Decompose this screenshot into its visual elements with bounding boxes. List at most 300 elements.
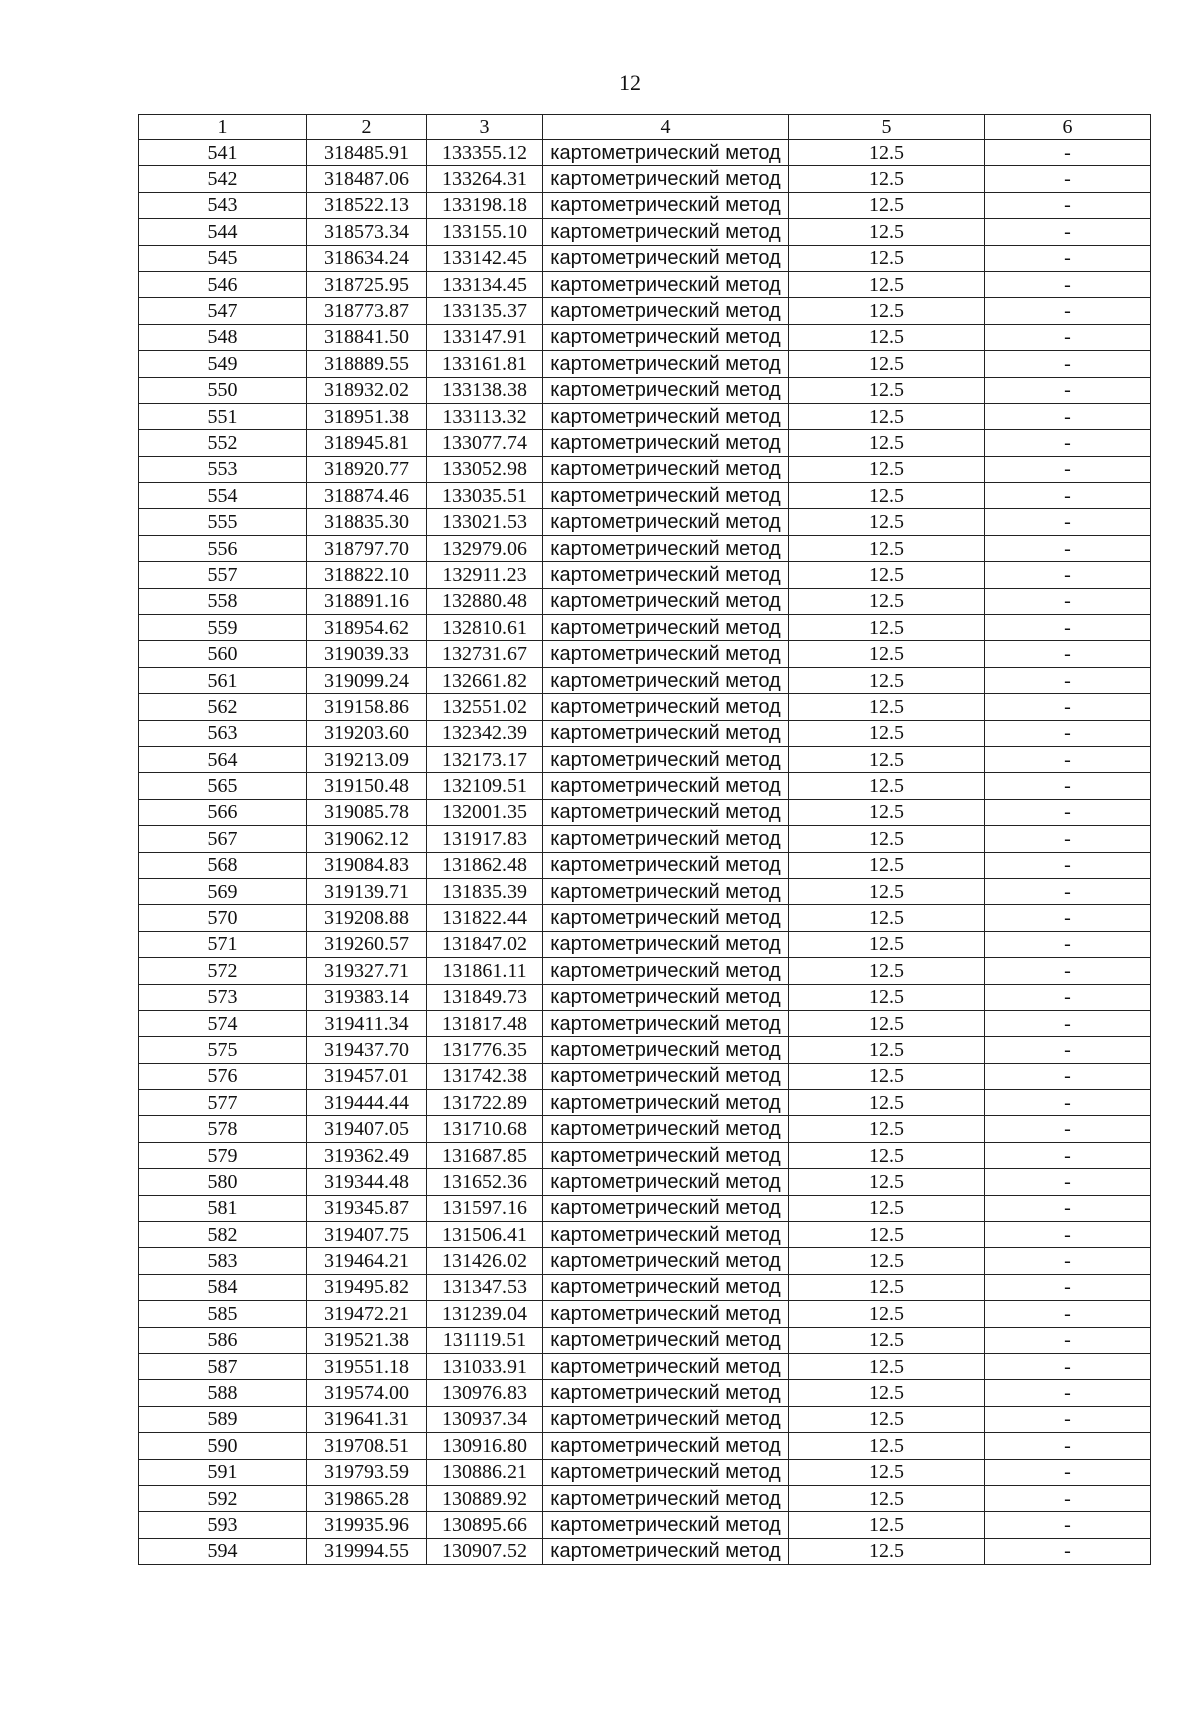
cell-accuracy: 12.5	[789, 1485, 985, 1511]
cell-note: -	[985, 298, 1151, 324]
cell-point-number: 561	[139, 667, 307, 693]
table-row	[139, 192, 1151, 218]
cell-point-number: 572	[139, 958, 307, 984]
cell-point-number: 582	[139, 1222, 307, 1248]
cell-method: картометрический метод	[543, 430, 789, 456]
table-row	[139, 694, 1151, 720]
cell-point-number: 552	[139, 430, 307, 456]
table-row	[139, 1433, 1151, 1459]
cell-accuracy: 12.5	[789, 878, 985, 904]
table-row	[139, 1485, 1151, 1511]
cell-coord-y: 131847.02	[427, 931, 543, 957]
cell-note: -	[985, 1327, 1151, 1353]
cell-point-number: 563	[139, 720, 307, 746]
cell-accuracy: 12.5	[789, 1433, 985, 1459]
cell-coord-x: 319708.51	[307, 1433, 427, 1459]
table-row	[139, 430, 1151, 456]
cell-point-number: 585	[139, 1301, 307, 1327]
table-body	[139, 140, 1151, 1565]
table-row	[139, 1512, 1151, 1538]
cell-method: картометрический метод	[543, 1010, 789, 1036]
cell-note: -	[985, 1459, 1151, 1485]
cell-note: -	[985, 271, 1151, 297]
cell-accuracy: 12.5	[789, 562, 985, 588]
cell-note: -	[985, 1142, 1151, 1168]
cell-accuracy: 12.5	[789, 1195, 985, 1221]
table-row	[139, 1248, 1151, 1274]
cell-point-number: 556	[139, 535, 307, 561]
cell-accuracy: 12.5	[789, 667, 985, 693]
cell-note: -	[985, 826, 1151, 852]
cell-coord-x: 319139.71	[307, 878, 427, 904]
cell-coord-y: 132661.82	[427, 667, 543, 693]
cell-coord-x: 319457.01	[307, 1063, 427, 1089]
cell-coord-y: 131687.85	[427, 1142, 543, 1168]
cell-method: картометрический метод	[543, 1090, 789, 1116]
cell-method: картометрический метод	[543, 1142, 789, 1168]
cell-note: -	[985, 1433, 1151, 1459]
cell-method: картометрический метод	[543, 1274, 789, 1300]
cell-accuracy: 12.5	[789, 1142, 985, 1168]
cell-method: картометрический метод	[543, 1327, 789, 1353]
cell-method: картометрический метод	[543, 192, 789, 218]
cell-method: картометрический метод	[543, 1512, 789, 1538]
cell-note: -	[985, 1353, 1151, 1379]
cell-accuracy: 12.5	[789, 1248, 985, 1274]
cell-coord-x: 318891.16	[307, 588, 427, 614]
cell-accuracy: 12.5	[789, 905, 985, 931]
table-row	[139, 826, 1151, 852]
cell-coord-x: 318932.02	[307, 377, 427, 403]
cell-method: картометрический метод	[543, 588, 789, 614]
cell-coord-y: 131862.48	[427, 852, 543, 878]
cell-method: картометрический метод	[543, 483, 789, 509]
cell-note: -	[985, 324, 1151, 350]
cell-note: -	[985, 1090, 1151, 1116]
cell-note: -	[985, 245, 1151, 271]
cell-coord-y: 133134.45	[427, 271, 543, 297]
cell-coord-y: 133147.91	[427, 324, 543, 350]
cell-method: картометрический метод	[543, 958, 789, 984]
cell-coord-x: 319437.70	[307, 1037, 427, 1063]
cell-point-number: 543	[139, 192, 307, 218]
cell-point-number: 547	[139, 298, 307, 324]
cell-point-number: 555	[139, 509, 307, 535]
table-row	[139, 773, 1151, 799]
table-row	[139, 931, 1151, 957]
cell-point-number: 550	[139, 377, 307, 403]
table-row	[139, 271, 1151, 297]
cell-point-number: 583	[139, 1248, 307, 1274]
cell-accuracy: 12.5	[789, 1274, 985, 1300]
cell-accuracy: 12.5	[789, 720, 985, 746]
cell-coord-y: 132173.17	[427, 746, 543, 772]
cell-note: -	[985, 1063, 1151, 1089]
table-row	[139, 1301, 1151, 1327]
table-row	[139, 245, 1151, 271]
table-row	[139, 1222, 1151, 1248]
table-row	[139, 588, 1151, 614]
cell-coord-y: 133077.74	[427, 430, 543, 456]
cell-note: -	[985, 430, 1151, 456]
cell-accuracy: 12.5	[789, 958, 985, 984]
table-row	[139, 799, 1151, 825]
cell-point-number: 573	[139, 984, 307, 1010]
cell-coord-x: 319935.96	[307, 1512, 427, 1538]
cell-method: картометрический метод	[543, 852, 789, 878]
cell-coord-y: 130937.34	[427, 1406, 543, 1432]
cell-method: картометрический метод	[543, 1406, 789, 1432]
table-header-row	[139, 115, 1151, 140]
cell-method: картометрический метод	[543, 667, 789, 693]
table-row	[139, 1195, 1151, 1221]
cell-method: картометрический метод	[543, 984, 789, 1010]
table-row	[139, 667, 1151, 693]
cell-coord-x: 318522.13	[307, 192, 427, 218]
table-row	[139, 1459, 1151, 1485]
cell-accuracy: 12.5	[789, 1116, 985, 1142]
cell-accuracy: 12.5	[789, 588, 985, 614]
cell-method: картометрический метод	[543, 1248, 789, 1274]
cell-accuracy: 12.5	[789, 746, 985, 772]
cell-coord-y: 132911.23	[427, 562, 543, 588]
cell-accuracy: 12.5	[789, 535, 985, 561]
cell-note: -	[985, 1222, 1151, 1248]
table-row	[139, 1116, 1151, 1142]
cell-accuracy: 12.5	[789, 826, 985, 852]
cell-method: картометрический метод	[543, 694, 789, 720]
cell-accuracy: 12.5	[789, 1222, 985, 1248]
cell-coord-y: 132109.51	[427, 773, 543, 799]
cell-coord-y: 133355.12	[427, 140, 543, 166]
cell-coord-x: 319099.24	[307, 667, 427, 693]
cell-note: -	[985, 1274, 1151, 1300]
table-row	[139, 166, 1151, 192]
cell-accuracy: 12.5	[789, 1037, 985, 1063]
cell-coord-y: 131347.53	[427, 1274, 543, 1300]
cell-method: картометрический метод	[543, 773, 789, 799]
table-row	[139, 1538, 1151, 1564]
cell-coord-y: 131426.02	[427, 1248, 543, 1274]
cell-accuracy: 12.5	[789, 773, 985, 799]
cell-accuracy: 12.5	[789, 1538, 985, 1564]
cell-method: картометрический метод	[543, 1459, 789, 1485]
cell-method: картометрический метод	[543, 1195, 789, 1221]
table-row	[139, 1274, 1151, 1300]
cell-coord-x: 319327.71	[307, 958, 427, 984]
cell-method: картометрический метод	[543, 826, 789, 852]
cell-coord-y: 131917.83	[427, 826, 543, 852]
cell-point-number: 571	[139, 931, 307, 957]
cell-accuracy: 12.5	[789, 298, 985, 324]
cell-coord-y: 133113.32	[427, 403, 543, 429]
cell-point-number: 562	[139, 694, 307, 720]
cell-coord-y: 132880.48	[427, 588, 543, 614]
cell-note: -	[985, 1037, 1151, 1063]
cell-note: -	[985, 377, 1151, 403]
cell-note: -	[985, 535, 1151, 561]
cell-accuracy: 12.5	[789, 219, 985, 245]
table-row	[139, 1353, 1151, 1379]
cell-note: -	[985, 694, 1151, 720]
cell-point-number: 567	[139, 826, 307, 852]
cell-coord-x: 318951.38	[307, 403, 427, 429]
cell-note: -	[985, 958, 1151, 984]
cell-note: -	[985, 667, 1151, 693]
cell-coord-y: 130889.92	[427, 1485, 543, 1511]
cell-coord-y: 131817.48	[427, 1010, 543, 1036]
cell-coord-y: 133138.38	[427, 377, 543, 403]
cell-coord-x: 319521.38	[307, 1327, 427, 1353]
cell-accuracy: 12.5	[789, 641, 985, 667]
cell-coord-x: 319084.83	[307, 852, 427, 878]
cell-note: -	[985, 773, 1151, 799]
cell-coord-x: 319551.18	[307, 1353, 427, 1379]
cell-note: -	[985, 562, 1151, 588]
cell-note: -	[985, 1248, 1151, 1274]
table-row	[139, 483, 1151, 509]
table-row	[139, 219, 1151, 245]
cell-method: картометрический метод	[543, 324, 789, 350]
cell-accuracy: 12.5	[789, 192, 985, 218]
cell-coord-x: 319464.21	[307, 1248, 427, 1274]
cell-method: картометрический метод	[543, 351, 789, 377]
cell-coord-x: 319345.87	[307, 1195, 427, 1221]
cell-point-number: 553	[139, 456, 307, 482]
cell-point-number: 545	[139, 245, 307, 271]
cell-coord-y: 130976.83	[427, 1380, 543, 1406]
cell-coord-y: 131776.35	[427, 1037, 543, 1063]
cell-coord-x: 319793.59	[307, 1459, 427, 1485]
cell-coord-x: 319150.48	[307, 773, 427, 799]
cell-method: картометрический метод	[543, 1169, 789, 1195]
cell-note: -	[985, 509, 1151, 535]
cell-note: -	[985, 746, 1151, 772]
table-row	[139, 324, 1151, 350]
cell-coord-y: 131239.04	[427, 1301, 543, 1327]
cell-coord-x: 319208.88	[307, 905, 427, 931]
cell-accuracy: 12.5	[789, 509, 985, 535]
cell-note: -	[985, 166, 1151, 192]
cell-point-number: 590	[139, 1433, 307, 1459]
cell-method: картометрический метод	[543, 271, 789, 297]
table-row	[139, 720, 1151, 746]
cell-method: картометрический метод	[543, 746, 789, 772]
cell-note: -	[985, 403, 1151, 429]
cell-method: картометрический метод	[543, 931, 789, 957]
cell-coord-y: 131742.38	[427, 1063, 543, 1089]
cell-note: -	[985, 1485, 1151, 1511]
header-col-1: 1	[139, 115, 307, 140]
coordinates-table	[138, 114, 1151, 1565]
cell-point-number: 554	[139, 483, 307, 509]
cell-note: -	[985, 1195, 1151, 1221]
cell-note: -	[985, 456, 1151, 482]
cell-coord-y: 133264.31	[427, 166, 543, 192]
cell-note: -	[985, 1512, 1151, 1538]
cell-accuracy: 12.5	[789, 1327, 985, 1353]
cell-coord-y: 130907.52	[427, 1538, 543, 1564]
table-row	[139, 905, 1151, 931]
cell-coord-y: 131506.41	[427, 1222, 543, 1248]
cell-coord-x: 318573.34	[307, 219, 427, 245]
cell-point-number: 560	[139, 641, 307, 667]
table-row	[139, 509, 1151, 535]
cell-coord-y: 133142.45	[427, 245, 543, 271]
cell-point-number: 587	[139, 1353, 307, 1379]
cell-coord-x: 319213.09	[307, 746, 427, 772]
cell-note: -	[985, 1169, 1151, 1195]
cell-coord-x: 319203.60	[307, 720, 427, 746]
cell-point-number: 570	[139, 905, 307, 931]
cell-coord-x: 319641.31	[307, 1406, 427, 1432]
cell-note: -	[985, 1406, 1151, 1432]
cell-coord-y: 131849.73	[427, 984, 543, 1010]
cell-coord-y: 131822.44	[427, 905, 543, 931]
cell-point-number: 566	[139, 799, 307, 825]
cell-coord-x: 318485.91	[307, 140, 427, 166]
cell-point-number: 575	[139, 1037, 307, 1063]
cell-note: -	[985, 351, 1151, 377]
cell-point-number: 586	[139, 1327, 307, 1353]
cell-coord-y: 132979.06	[427, 535, 543, 561]
cell-method: картометрический метод	[543, 140, 789, 166]
cell-point-number: 568	[139, 852, 307, 878]
cell-coord-x: 318773.87	[307, 298, 427, 324]
cell-coord-x: 318487.06	[307, 166, 427, 192]
cell-method: картометрический метод	[543, 298, 789, 324]
table-row	[139, 1327, 1151, 1353]
cell-note: -	[985, 219, 1151, 245]
table-row	[139, 1090, 1151, 1116]
cell-note: -	[985, 588, 1151, 614]
cell-accuracy: 12.5	[789, 1169, 985, 1195]
cell-method: картометрический метод	[543, 377, 789, 403]
cell-accuracy: 12.5	[789, 1512, 985, 1538]
cell-method: картометрический метод	[543, 1380, 789, 1406]
table-row	[139, 958, 1151, 984]
cell-method: картометрический метод	[543, 245, 789, 271]
cell-point-number: 549	[139, 351, 307, 377]
table-row	[139, 1142, 1151, 1168]
cell-coord-x: 318835.30	[307, 509, 427, 535]
cell-note: -	[985, 1538, 1151, 1564]
cell-coord-x: 319260.57	[307, 931, 427, 957]
cell-method: картометрический метод	[543, 641, 789, 667]
table-row	[139, 1380, 1151, 1406]
cell-coord-x: 319472.21	[307, 1301, 427, 1327]
cell-method: картометрический метод	[543, 615, 789, 641]
cell-coord-x: 319574.00	[307, 1380, 427, 1406]
cell-coord-y: 133052.98	[427, 456, 543, 482]
cell-coord-x: 319865.28	[307, 1485, 427, 1511]
cell-note: -	[985, 931, 1151, 957]
cell-method: картометрический метод	[543, 799, 789, 825]
cell-point-number: 576	[139, 1063, 307, 1089]
cell-point-number: 581	[139, 1195, 307, 1221]
table-row	[139, 1010, 1151, 1036]
cell-coord-x: 318725.95	[307, 271, 427, 297]
cell-point-number: 546	[139, 271, 307, 297]
table-row	[139, 298, 1151, 324]
page-number: 12	[619, 70, 641, 95]
cell-coord-x: 319062.12	[307, 826, 427, 852]
cell-point-number: 565	[139, 773, 307, 799]
table-row	[139, 562, 1151, 588]
cell-method: картометрический метод	[543, 1116, 789, 1142]
cell-method: картометрический метод	[543, 1063, 789, 1089]
cell-coord-x: 318889.55	[307, 351, 427, 377]
cell-method: картометрический метод	[543, 878, 789, 904]
cell-coord-x: 318822.10	[307, 562, 427, 588]
table-row	[139, 1169, 1151, 1195]
cell-accuracy: 12.5	[789, 1090, 985, 1116]
header-col-2: 2	[307, 115, 427, 140]
table-row	[139, 377, 1151, 403]
cell-coord-x: 319411.34	[307, 1010, 427, 1036]
cell-note: -	[985, 984, 1151, 1010]
cell-method: картометрический метод	[543, 1433, 789, 1459]
cell-point-number: 557	[139, 562, 307, 588]
cell-accuracy: 12.5	[789, 245, 985, 271]
cell-accuracy: 12.5	[789, 377, 985, 403]
cell-accuracy: 12.5	[789, 1406, 985, 1432]
cell-accuracy: 12.5	[789, 1353, 985, 1379]
cell-coord-x: 319085.78	[307, 799, 427, 825]
cell-note: -	[985, 1301, 1151, 1327]
cell-note: -	[985, 1116, 1151, 1142]
cell-accuracy: 12.5	[789, 403, 985, 429]
cell-method: картометрический метод	[543, 1485, 789, 1511]
cell-coord-x: 319407.05	[307, 1116, 427, 1142]
cell-note: -	[985, 878, 1151, 904]
cell-coord-y: 133021.53	[427, 509, 543, 535]
cell-method: картометрический метод	[543, 1301, 789, 1327]
cell-coord-x: 319444.44	[307, 1090, 427, 1116]
cell-coord-x: 318634.24	[307, 245, 427, 271]
cell-point-number: 551	[139, 403, 307, 429]
cell-accuracy: 12.5	[789, 166, 985, 192]
cell-point-number: 558	[139, 588, 307, 614]
cell-coord-x: 318874.46	[307, 483, 427, 509]
table-row	[139, 878, 1151, 904]
cell-coord-x: 319407.75	[307, 1222, 427, 1248]
cell-method: картометрический метод	[543, 535, 789, 561]
cell-accuracy: 12.5	[789, 615, 985, 641]
cell-coord-y: 133035.51	[427, 483, 543, 509]
cell-point-number: 588	[139, 1380, 307, 1406]
table-row	[139, 351, 1151, 377]
cell-accuracy: 12.5	[789, 852, 985, 878]
cell-accuracy: 12.5	[789, 799, 985, 825]
table-row	[139, 535, 1151, 561]
cell-coord-y: 130895.66	[427, 1512, 543, 1538]
cell-point-number: 548	[139, 324, 307, 350]
cell-coord-y: 131652.36	[427, 1169, 543, 1195]
cell-coord-x: 318945.81	[307, 430, 427, 456]
cell-coord-x: 318954.62	[307, 615, 427, 641]
cell-point-number: 584	[139, 1274, 307, 1300]
cell-point-number: 591	[139, 1459, 307, 1485]
cell-point-number: 541	[139, 140, 307, 166]
table-row	[139, 1037, 1151, 1063]
cell-point-number: 592	[139, 1485, 307, 1511]
cell-coord-x: 319362.49	[307, 1142, 427, 1168]
cell-method: картометрический метод	[543, 166, 789, 192]
cell-accuracy: 12.5	[789, 694, 985, 720]
cell-coord-y: 132551.02	[427, 694, 543, 720]
cell-point-number: 589	[139, 1406, 307, 1432]
